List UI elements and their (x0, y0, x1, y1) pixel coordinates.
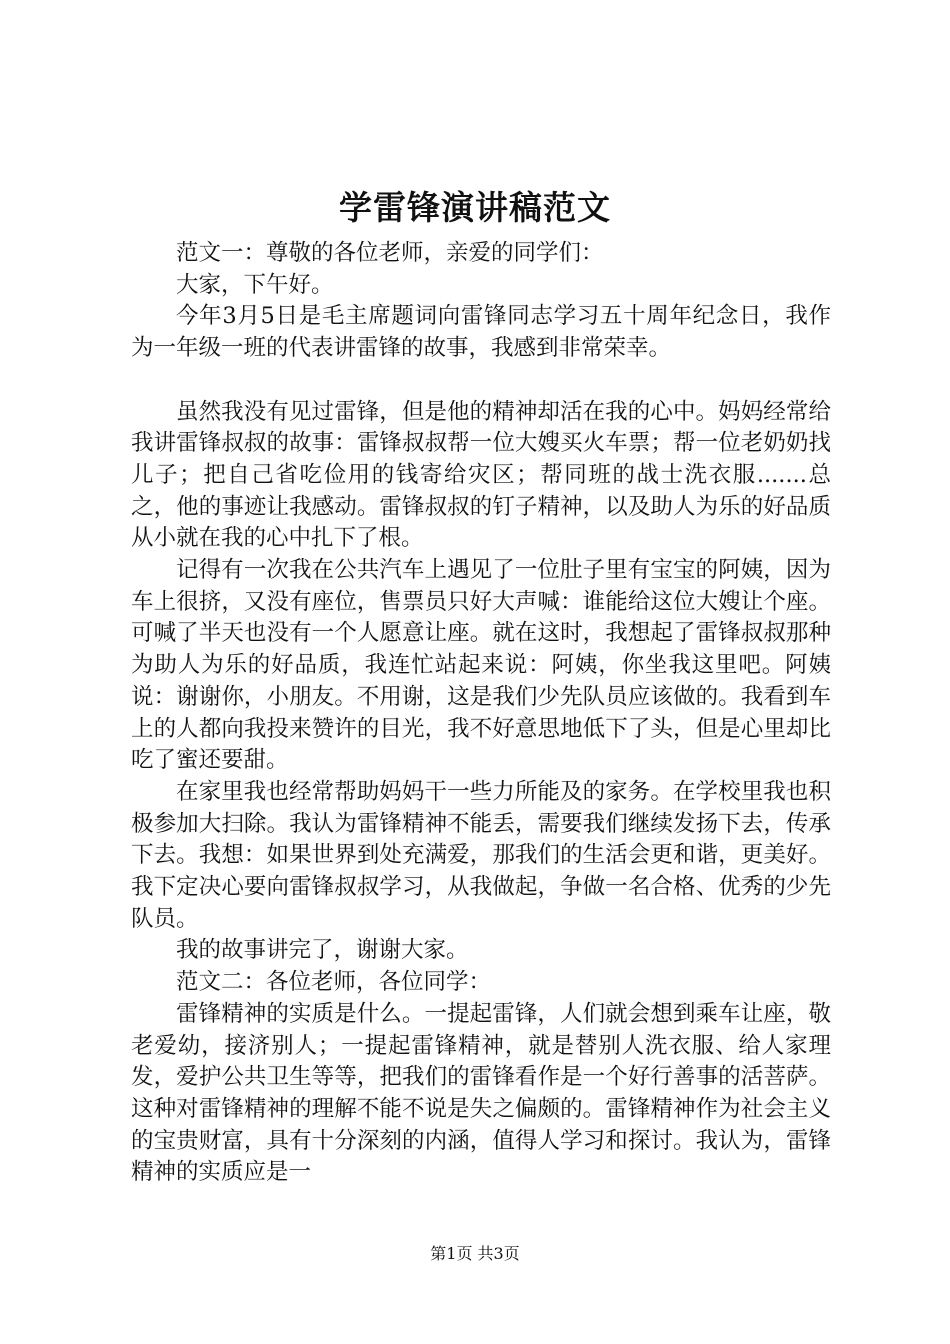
paragraph-essence: 雷锋精神的实质是什么。一提起雷锋，人们就会想到乘车让座，敬老爱幼，接济别人；一提起雷锋精神，就是替别人洗衣服、给人家理发，爱护公共卫生等等，把我们的雷锋看作是一个好行善事的活菩萨。这种对雷锋精神的理解不能不说是失之偏颇的。雷锋精神作为社会主义的宝贵财富，具有十分深刻的内涵，值得人学习和探讨。我认为，雷锋精神的实质应是一 (131, 1000, 831, 1186)
document-body (131, 238, 831, 1189)
paragraph-closing: 我的故事讲完了，谢谢大家。 (176, 937, 469, 964)
paragraph-salutation-1: 范文一：尊敬的各位老师，亲爱的同学们： (176, 240, 604, 266)
page-number-label: 第1页 共3页 (430, 1244, 520, 1263)
page-footer (0, 1243, 950, 1265)
document-title: 学雷锋演讲稿范文 (339, 188, 611, 227)
paragraph-anniversary: 今年3月5日是毛主席题词向雷锋同志学习五十周年纪念日，我作为一年级一班的代表讲雷锋的故事，我感到非常荣幸。 (131, 303, 831, 362)
paragraph-greeting: 大家，下午好。 (176, 271, 334, 298)
paragraph-bus-story: 记得有一次我在公共汽车上遇见了一位肚子里有宝宝的阿姨，因为车上很挤，又没有座位，售票员只好大声喊：谁能给这位大嫂让个座。可喊了半天也没有一个人愿意让座。就在这时，我想起了雷锋叔叔那种为助人为乐的好品质，我连忙站起来说：阿姨，你坐我这里吧。阿姨说：谢谢你，小朋友。不用谢，这是我们少先队员应该做的。我看到车上的人都向我投来赞许的目光，我不好意思地低下了头，但是心里却比吃了蜜还要甜。 (131, 557, 831, 774)
paragraph-leifeng-stories: 虽然我没有见过雷锋，但是他的精神却活在我的心中。妈妈经常给我讲雷锋叔叔的故事：雷锋叔叔帮一位大嫂买火车票；帮一位老奶奶找儿子；把自己省吃俭用的钱寄给灾区；帮同班的战士洗衣服.......总之，他的事迹让我感动。雷锋叔叔的钉子精神，以及助人为乐的好品质从小就在我的心中扎下了根。 (131, 398, 831, 552)
paragraph-salutation-2: 范文二：各位老师，各位同学： (176, 969, 492, 996)
paragraph-home-school: 在家里我也经常帮助妈妈干一些力所能及的家务。在学校里我也积极参加大扫除。我认为雷锋精神不能丢，需要我们继续发扬下去，传承下去。我想：如果世界到处充满爱，那我们的生活会更和谐，更美好。我下定决心要向雷锋叔叔学习，从我做起，争做一名合格、优秀的少先队员。 (131, 778, 831, 932)
